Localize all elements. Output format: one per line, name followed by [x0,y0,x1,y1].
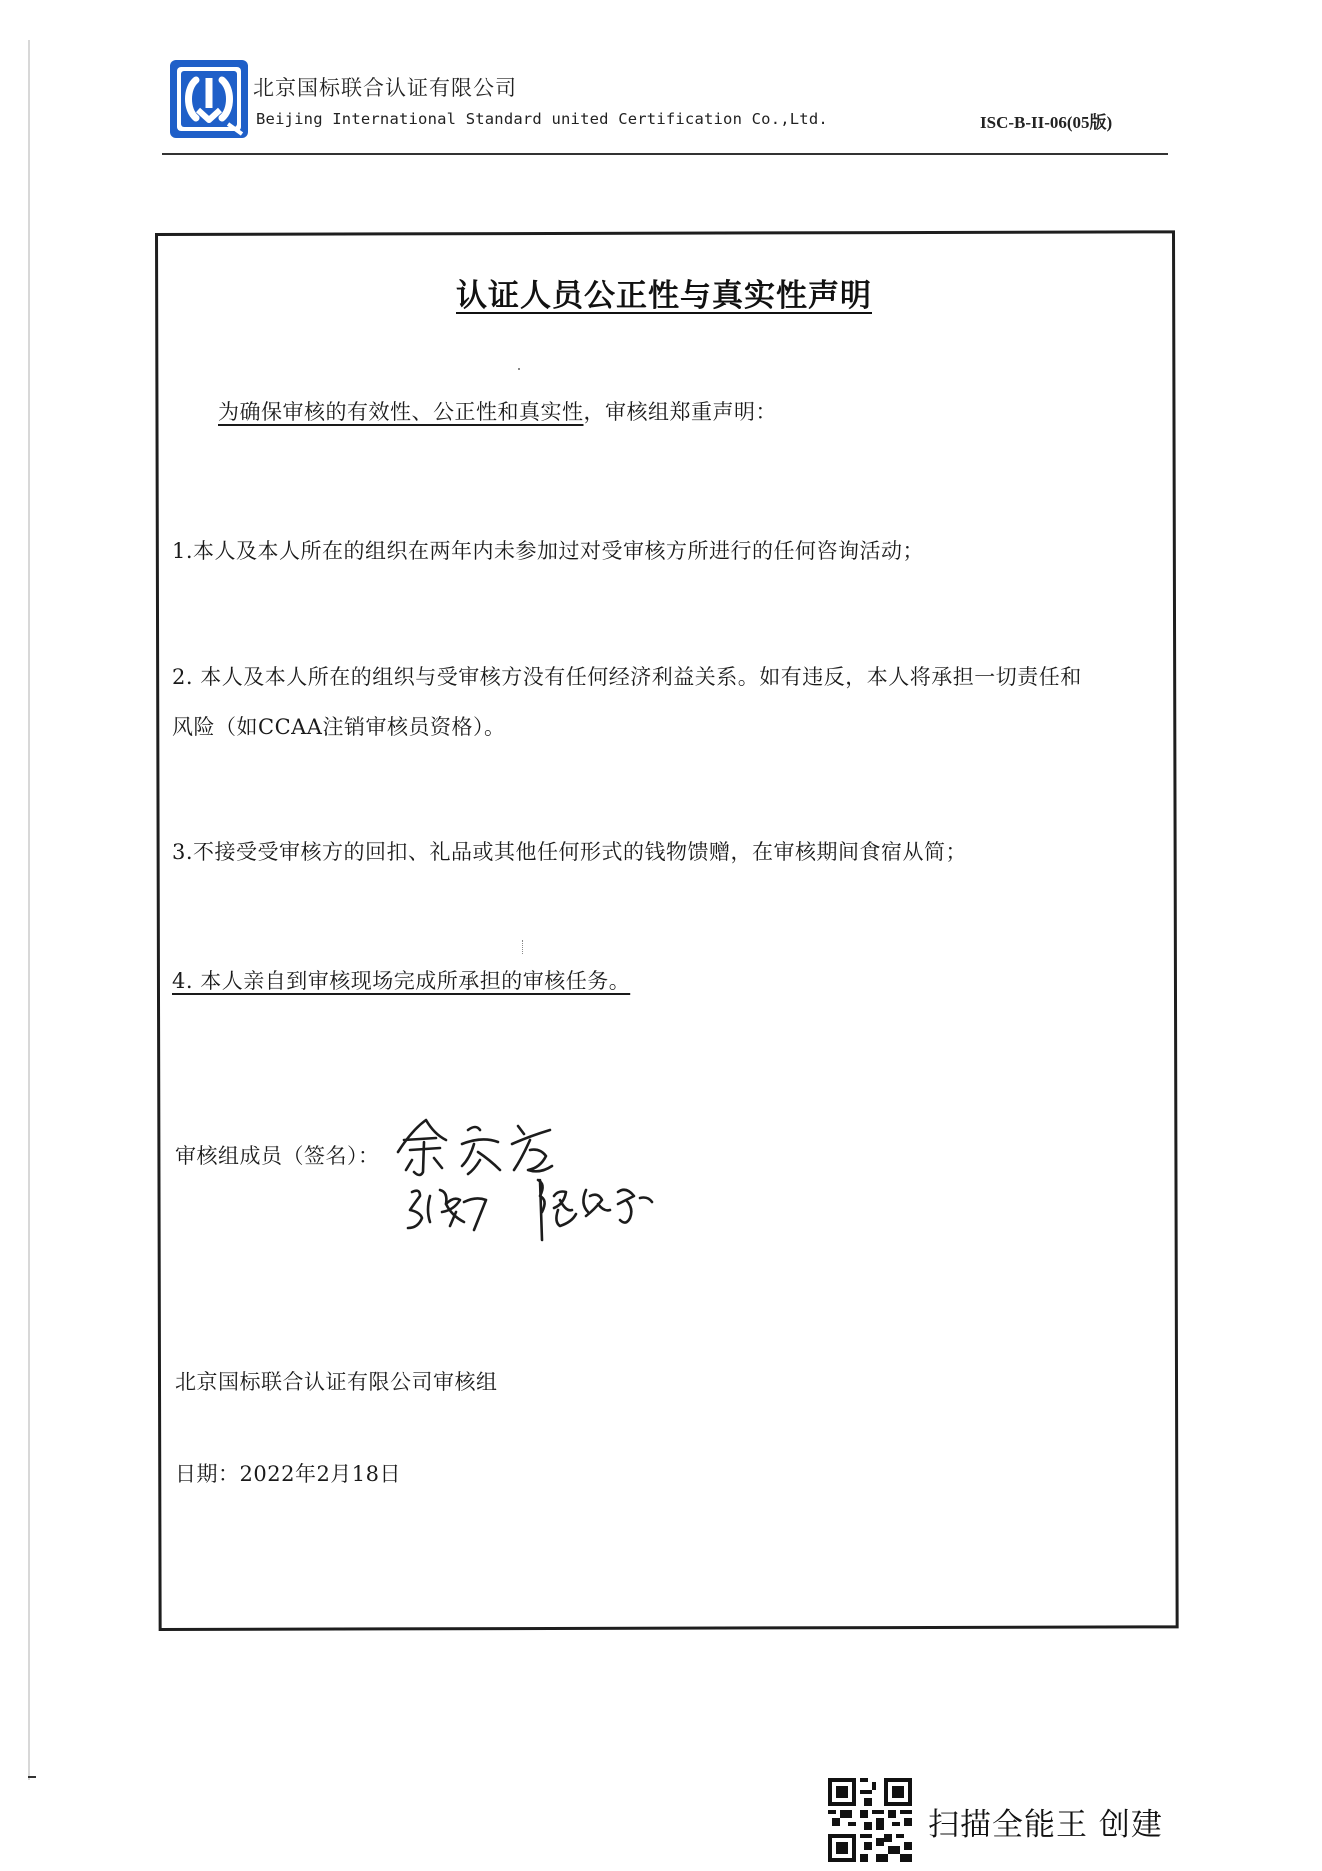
signature-2 [408,1190,486,1230]
company-name-cn: 北京国标联合认证有限公司 [253,76,517,100]
scanner-app-credit: 扫描全能王 创建 [928,1807,1163,1843]
intro-underlined-text: 为确保审核的有效性、公正性和真实性 [218,400,584,424]
declaration-item-2-line-1: 2. 本人及本人所在的组织与受审核方没有任何经济利益关系。如有违反，本人将承担一切责任和 [172,665,1082,689]
members-signature-label: 审核组成员（签名）： [175,1144,380,1168]
qr-code-icon [828,1778,912,1862]
declaration-item-4: 4. 本人亲自到审核现场完成所承担的审核任务。 [172,969,631,993]
handwritten-signatures [390,1100,720,1250]
declaration-frame [155,230,1179,1631]
scan-mark [28,1776,36,1778]
scan-speck [522,940,524,954]
intro-rest-text: ，审核组郑重声明： [583,400,777,424]
audit-team-org-name: 北京国标联合认证有限公司审核组 [175,1370,498,1394]
signature-1 [398,1120,552,1175]
document-code: ISC-B-II-06(05版) [980,113,1113,132]
scan-edge-shadow [28,40,30,1780]
declaration-item-1: 1.本人及本人所在的组织在两年内未参加过对受审核方所进行的任何咨询活动； [172,539,925,563]
company-name-en: Beijing International Standard united Certification Co.,Ltd. [256,110,828,128]
declaration-item-2-line-2: 风险（如CCAA注销审核员资格）。 [172,715,506,739]
signature-3 [538,1180,652,1240]
declaration-date: 日期：2022年2月18日 [175,1462,402,1486]
header-divider [162,153,1168,155]
company-logo-icon [168,58,250,140]
declaration-item-3: 3.不接受受审核方的回扣、礼品或其他任何形式的钱物馈赠，在审核期间食宿从简； [172,840,968,864]
document-title: 认证人员公正性与真实性声明 [456,278,872,314]
scan-speck [518,368,520,370]
intro-statement [218,396,777,426]
